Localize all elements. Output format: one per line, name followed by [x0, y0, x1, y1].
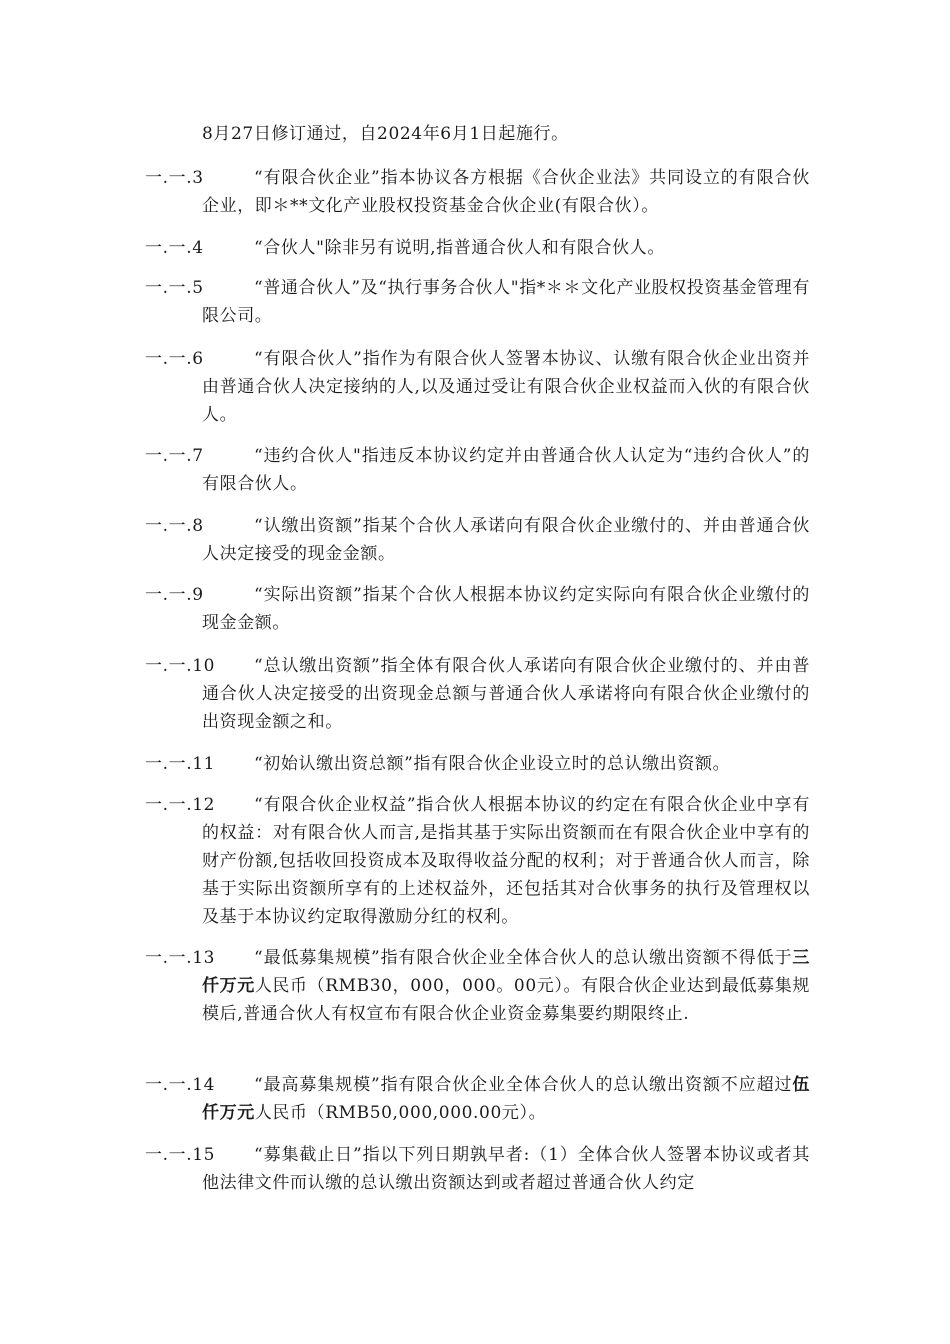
clause-number: 一.一.7	[145, 446, 204, 466]
clause-text: “募集截止日”指以下列日期孰早者:（1）全体合伙人签署本协议或者其他法律文件而认缴的总认缴出资额达到或者超过普通合伙人约定	[202, 1145, 810, 1193]
clause-1-1-15	[145, 1141, 810, 1197]
clause-text: “合伙人"除非另有说明,指普通合伙人和有限合伙人。	[254, 238, 665, 258]
clause-number: 一.一.12	[145, 795, 216, 815]
clause-text: “有限合伙人”指作为有限合伙人签署本协议、认缴有限合伙企业出资并由普通合伙人决定接纳的人,以及通过受让有限合伙企业权益而入伙的有限合伙人。	[202, 349, 810, 425]
clause-text-part: “最高募集规模”指有限合伙企业全体合伙人的总认缴出资额不应超过	[254, 1075, 793, 1095]
clause-number: 一.一.5	[145, 278, 204, 298]
clause-1-1-6	[145, 345, 810, 429]
clause-1-1-14	[145, 1071, 810, 1127]
clause-1-1-10	[145, 652, 810, 736]
clause-text: “认缴出资额”指某个合伙人承诺向有限合伙企业缴付的、并由普通合伙人决定接受的现金金额。	[202, 516, 810, 564]
clause-1-1-5	[145, 274, 810, 330]
clause-text	[202, 1071, 810, 1127]
clause-1-1-9	[145, 581, 810, 637]
clause-1-1-3	[145, 164, 810, 220]
clause-text: “初始认缴出资总额”指有限合伙企业设立时的总认缴出资额。	[254, 754, 731, 774]
continuation-line: 8月27日修订通过，自2024年6月1日起施行。	[202, 124, 569, 144]
clause-text: “总认缴出资额”指全体有限合伙人承诺向有限合伙企业缴付的、并由普通合伙人决定接受的出资现金总额与普通合伙人承诺将向有限合伙企业缴付的出资现金额之和。	[202, 656, 810, 732]
clause-number: 一.一.9	[145, 585, 204, 605]
clause-text: “有限合伙企业”指本协议各方根据《合伙企业法》共同设立的有限合伙企业，即＊**文化产业股权投资基金合伙企业(有限合伙）。	[202, 168, 810, 216]
clause-text-part: 人民币（RMB50,000,000.00元）。	[254, 1103, 547, 1123]
clause-text: “有限合伙企业权益”指合伙人根据本协议的约定在有限合伙企业中享有的权益：对有限合伙人而言,是指其基于实际出资额而在有限合伙企业中享有的财产份额,包括收回投资成本及取得收益分配的权利；对于普通合伙人而言，除基于实际出资额所享有的上述权益外，还包括其对合伙事务的执行及管理权以及基于本协议约定取得激励分红的权利。	[202, 795, 810, 927]
clause-number: 一.一.10	[145, 656, 216, 676]
clause-number: 一.一.14	[145, 1075, 216, 1095]
clause-1-1-11	[145, 750, 810, 778]
clause-number: 一.一.6	[145, 349, 204, 369]
clause-number: 一.一.3	[145, 168, 204, 188]
bold-amount: 三仟万元	[202, 948, 810, 996]
clause-text-part: 人民币（RMB30，000，000。00元）。有限合伙企业达到最低募集规模后,普通合伙人有权宣布有限合伙企业资金募集要约期限终止.	[202, 976, 810, 1024]
clause-number: 一.一.11	[145, 754, 216, 774]
clause-text: “普通合伙人”及“执行事务合伙人"指*＊＊文化产业股权投资基金管理有限公司。	[202, 278, 810, 326]
clause-1-1-13	[145, 944, 810, 1028]
clause-1-1-7	[145, 442, 810, 498]
clause-number: 一.一.13	[145, 948, 216, 968]
clause-number: 一.一.15	[145, 1145, 216, 1165]
clause-text: “违约合伙人"指违反本协议约定并由普通合伙人认定为“违约合伙人”的有限合伙人。	[202, 446, 810, 494]
clause-1-1-12	[145, 791, 810, 931]
clause-1-1-4	[145, 234, 810, 262]
clause-text	[202, 944, 810, 1028]
clause-number: 一.一.4	[145, 238, 204, 258]
bold-amount: 伍仟万元	[202, 1075, 810, 1123]
clause-text-part: “最低募集规模”指有限合伙企业全体合伙人的总认缴出资额不得低于	[254, 948, 793, 968]
clause-number: 一.一.8	[145, 516, 204, 536]
clause-text: “实际出资额”指某个合伙人根据本协议约定实际向有限合伙企业缴付的现金金额。	[202, 585, 810, 633]
clause-1-1-8	[145, 512, 810, 568]
